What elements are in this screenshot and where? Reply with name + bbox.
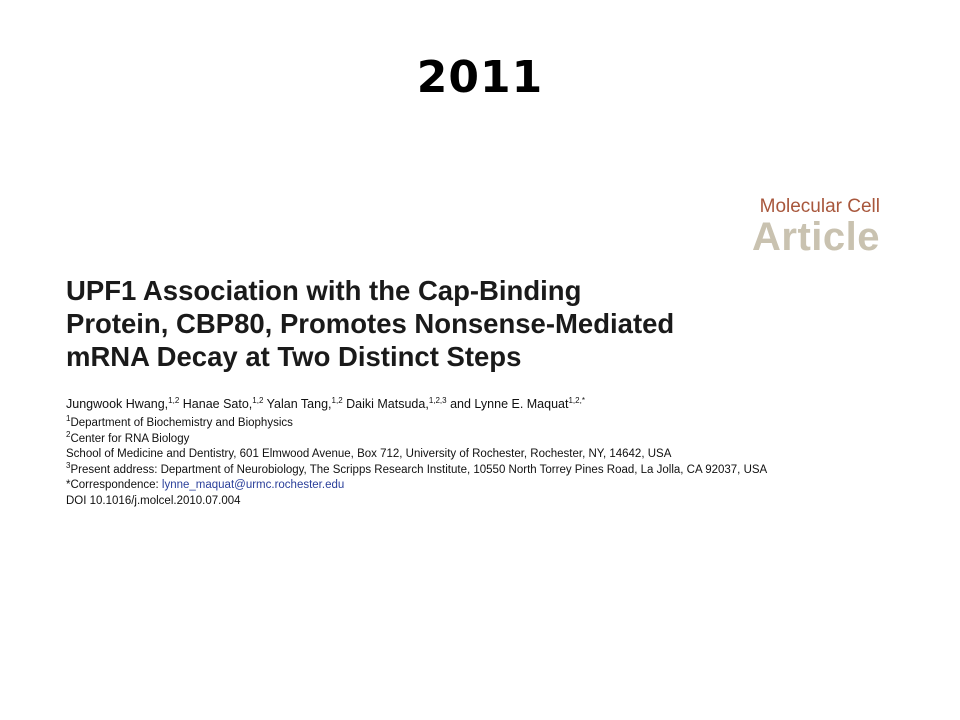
author-name: Hanae Sato, bbox=[182, 397, 253, 411]
correspondence-email[interactable]: lynne_maquat@urmc.rochester.edu bbox=[161, 479, 345, 491]
affiliations bbox=[66, 416, 767, 509]
journal-header bbox=[752, 196, 880, 259]
affiliation-text: Center for RNA Biology bbox=[70, 432, 190, 445]
article-type: Article bbox=[752, 215, 880, 259]
paper-title-line: UPF1 Association with the Cap-Binding bbox=[66, 275, 582, 306]
affiliation-marker: 2 bbox=[66, 429, 71, 439]
author-affiliation-marker: 1,2 bbox=[168, 395, 180, 405]
doi-line: DOI 10.1016/j.molcel.2010.07.004 bbox=[66, 494, 241, 507]
affiliation-marker: 3 bbox=[66, 460, 71, 470]
slide-title: 2011 bbox=[416, 52, 544, 103]
paper-title-line: Protein, CBP80, Promotes Nonsense-Mediated bbox=[66, 308, 675, 339]
author-name: Jungwook Hwang, bbox=[66, 397, 169, 411]
affiliation-line bbox=[66, 460, 768, 479]
paper-title bbox=[66, 274, 826, 373]
affiliation-line bbox=[66, 429, 767, 448]
correspondence-label: *Correspondence: bbox=[66, 479, 162, 491]
journal-name: Molecular Cell bbox=[759, 196, 880, 217]
author-affiliation-marker: 1,2,3 bbox=[428, 395, 447, 405]
author-name: and Lynne E. Maquat bbox=[450, 397, 569, 411]
affiliation-line bbox=[66, 416, 767, 432]
author-name: Daiki Matsuda, bbox=[346, 397, 429, 411]
author-affiliation-marker: 1,2 bbox=[252, 395, 264, 405]
author-affiliation-marker: 1,2,* bbox=[568, 395, 585, 405]
correspondence-line bbox=[66, 478, 767, 494]
affiliation-text: Department of Biochemistry and Biophysics bbox=[70, 417, 293, 429]
author-affiliation-marker: 1,2 bbox=[331, 395, 343, 405]
affiliation-text: Present address: Department of Neurobiology, The Scripps Research Institute, 10550 North Torrey Pines Road, La Jolla, CA 92037, USA bbox=[70, 463, 768, 476]
affiliation-line bbox=[66, 447, 767, 463]
affiliation-marker: 1 bbox=[66, 414, 71, 424]
paper-title-line: mRNA Decay at Two Distinct Steps bbox=[66, 341, 522, 372]
author-name: Yalan Tang, bbox=[266, 397, 332, 411]
affiliation-text: School of Medicine and Dentistry, 601 Elmwood Avenue, Box 712, University of Rochester, Rochester, NY, 14642, USA bbox=[66, 448, 672, 460]
author-list bbox=[66, 397, 585, 411]
